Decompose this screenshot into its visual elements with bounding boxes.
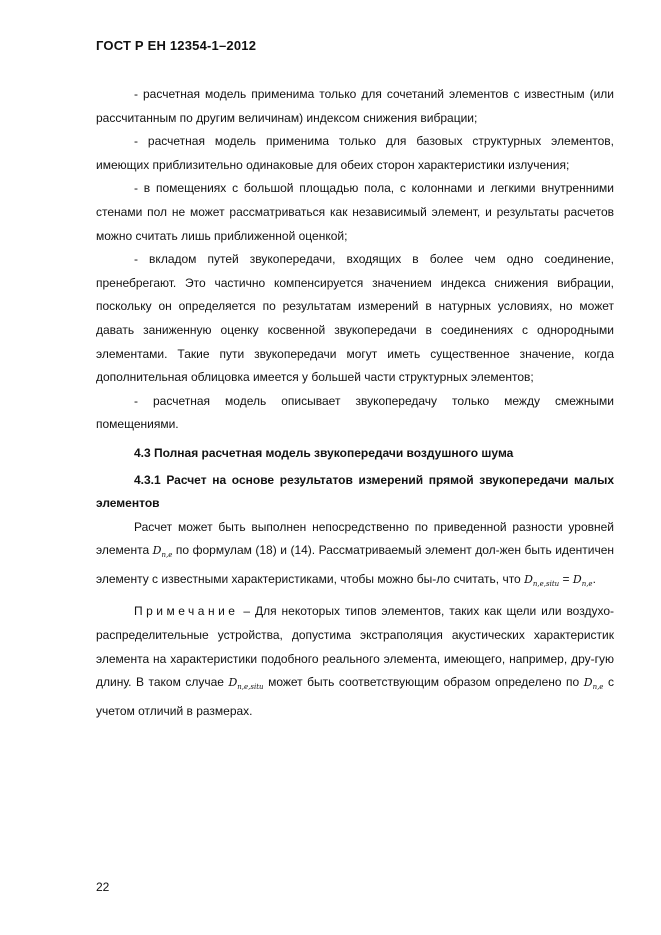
page-number: 22	[96, 880, 110, 894]
list-item: - в помещениях с большой площадью пола, с колоннами и легкими внутренними стенами пол не может рассматриваться как независимый элемент, и результаты расчетов можно считать лишь приближенной оценкой;	[96, 181, 614, 243]
list-item: - расчетная модель применима только для сочетаний элементов с известным (или рассчитанным по другим величинам) индексом снижения вибрации;	[96, 87, 614, 125]
section-4-3-heading: 4.3 Полная расчетная модель звукопередачи воздушного шума	[134, 445, 514, 460]
symbol-letter: D	[583, 676, 593, 690]
list-item: - вкладом путей звукопередачи, входящих в более чем одно соединение, пренебрегают. Это частично компенсируется значением индекса снижения вибрации, поскольку он определяется по результатам измерений в натурных условиях, но может давать заниженную оценку косвенной звукопередачи в соединениях с однородными элементами. Такие пути звукопередачи могут иметь существенное значение, когда дополнительная облицовка имеется у большей части структурных элементов;	[96, 252, 614, 385]
note-label: Примечание	[134, 604, 239, 619]
note-text-part: с учетом отличий в размерах.	[96, 675, 614, 718]
paragraph-text-part: по формулам (18) и (14). Рассматриваемый элемент дол-жен быть идентичен элементу с известными характеристиками, чтобы можно бы-ло считать, что	[96, 543, 615, 586]
equals-sign: =	[562, 571, 570, 586]
symbol-subscript: n,e	[161, 551, 173, 560]
symbol-d-ne-situ	[228, 676, 264, 692]
note-text-part: Для некоторых типов элементов, таких как щели или воздухо-распределительные устройства, допустима экстраполяция акустических характеристик элемента на характеристики подобного реального элемента, имеющего, например, дру-гую длину. В таком случае	[96, 604, 614, 690]
symbol-letter: D	[228, 676, 238, 690]
symbol-d-ne	[583, 676, 604, 692]
paragraph-text-part: Расчет может быть выполнен непосредственно по приведенной разности уровней элемента	[96, 519, 614, 558]
symbol-subscript: n,e	[581, 579, 593, 588]
symbol-subscript: n,e	[592, 683, 604, 692]
note-dash: –	[243, 604, 251, 619]
body-text	[96, 83, 614, 723]
list-item: - расчетная модель описывает звукопередачу только между смежными помещениями.	[96, 393, 614, 432]
symbol-subscript: n,e,situ	[532, 579, 560, 588]
symbol-d-ne	[573, 573, 593, 586]
list-item: - расчетная модель применима только для базовых структурных элементов, имеющих приблизительно одинаковые для обеих сторон характеристики излучения;	[96, 134, 614, 172]
symbol-letter: D	[524, 572, 533, 586]
symbol-d-ne	[152, 544, 173, 560]
note-text-part: может быть соответствующим образом определено по	[268, 675, 580, 690]
symbol-d-ne-situ	[524, 573, 559, 586]
note-paragraph	[96, 600, 614, 723]
section-4-3-1-paragraph	[96, 516, 614, 597]
paragraph-end: .	[592, 571, 596, 586]
symbol-letter: D	[572, 572, 582, 586]
symbol-letter: D	[152, 544, 162, 558]
symbol-subscript: n,e,situ	[237, 683, 264, 692]
document-code-header: ГОСТ Р ЕН 12354-1–2012	[96, 38, 257, 53]
section-4-3-1-heading: 4.3.1 Расчет на основе результатов измерений прямой звукопередачи малых элементов	[96, 472, 614, 511]
